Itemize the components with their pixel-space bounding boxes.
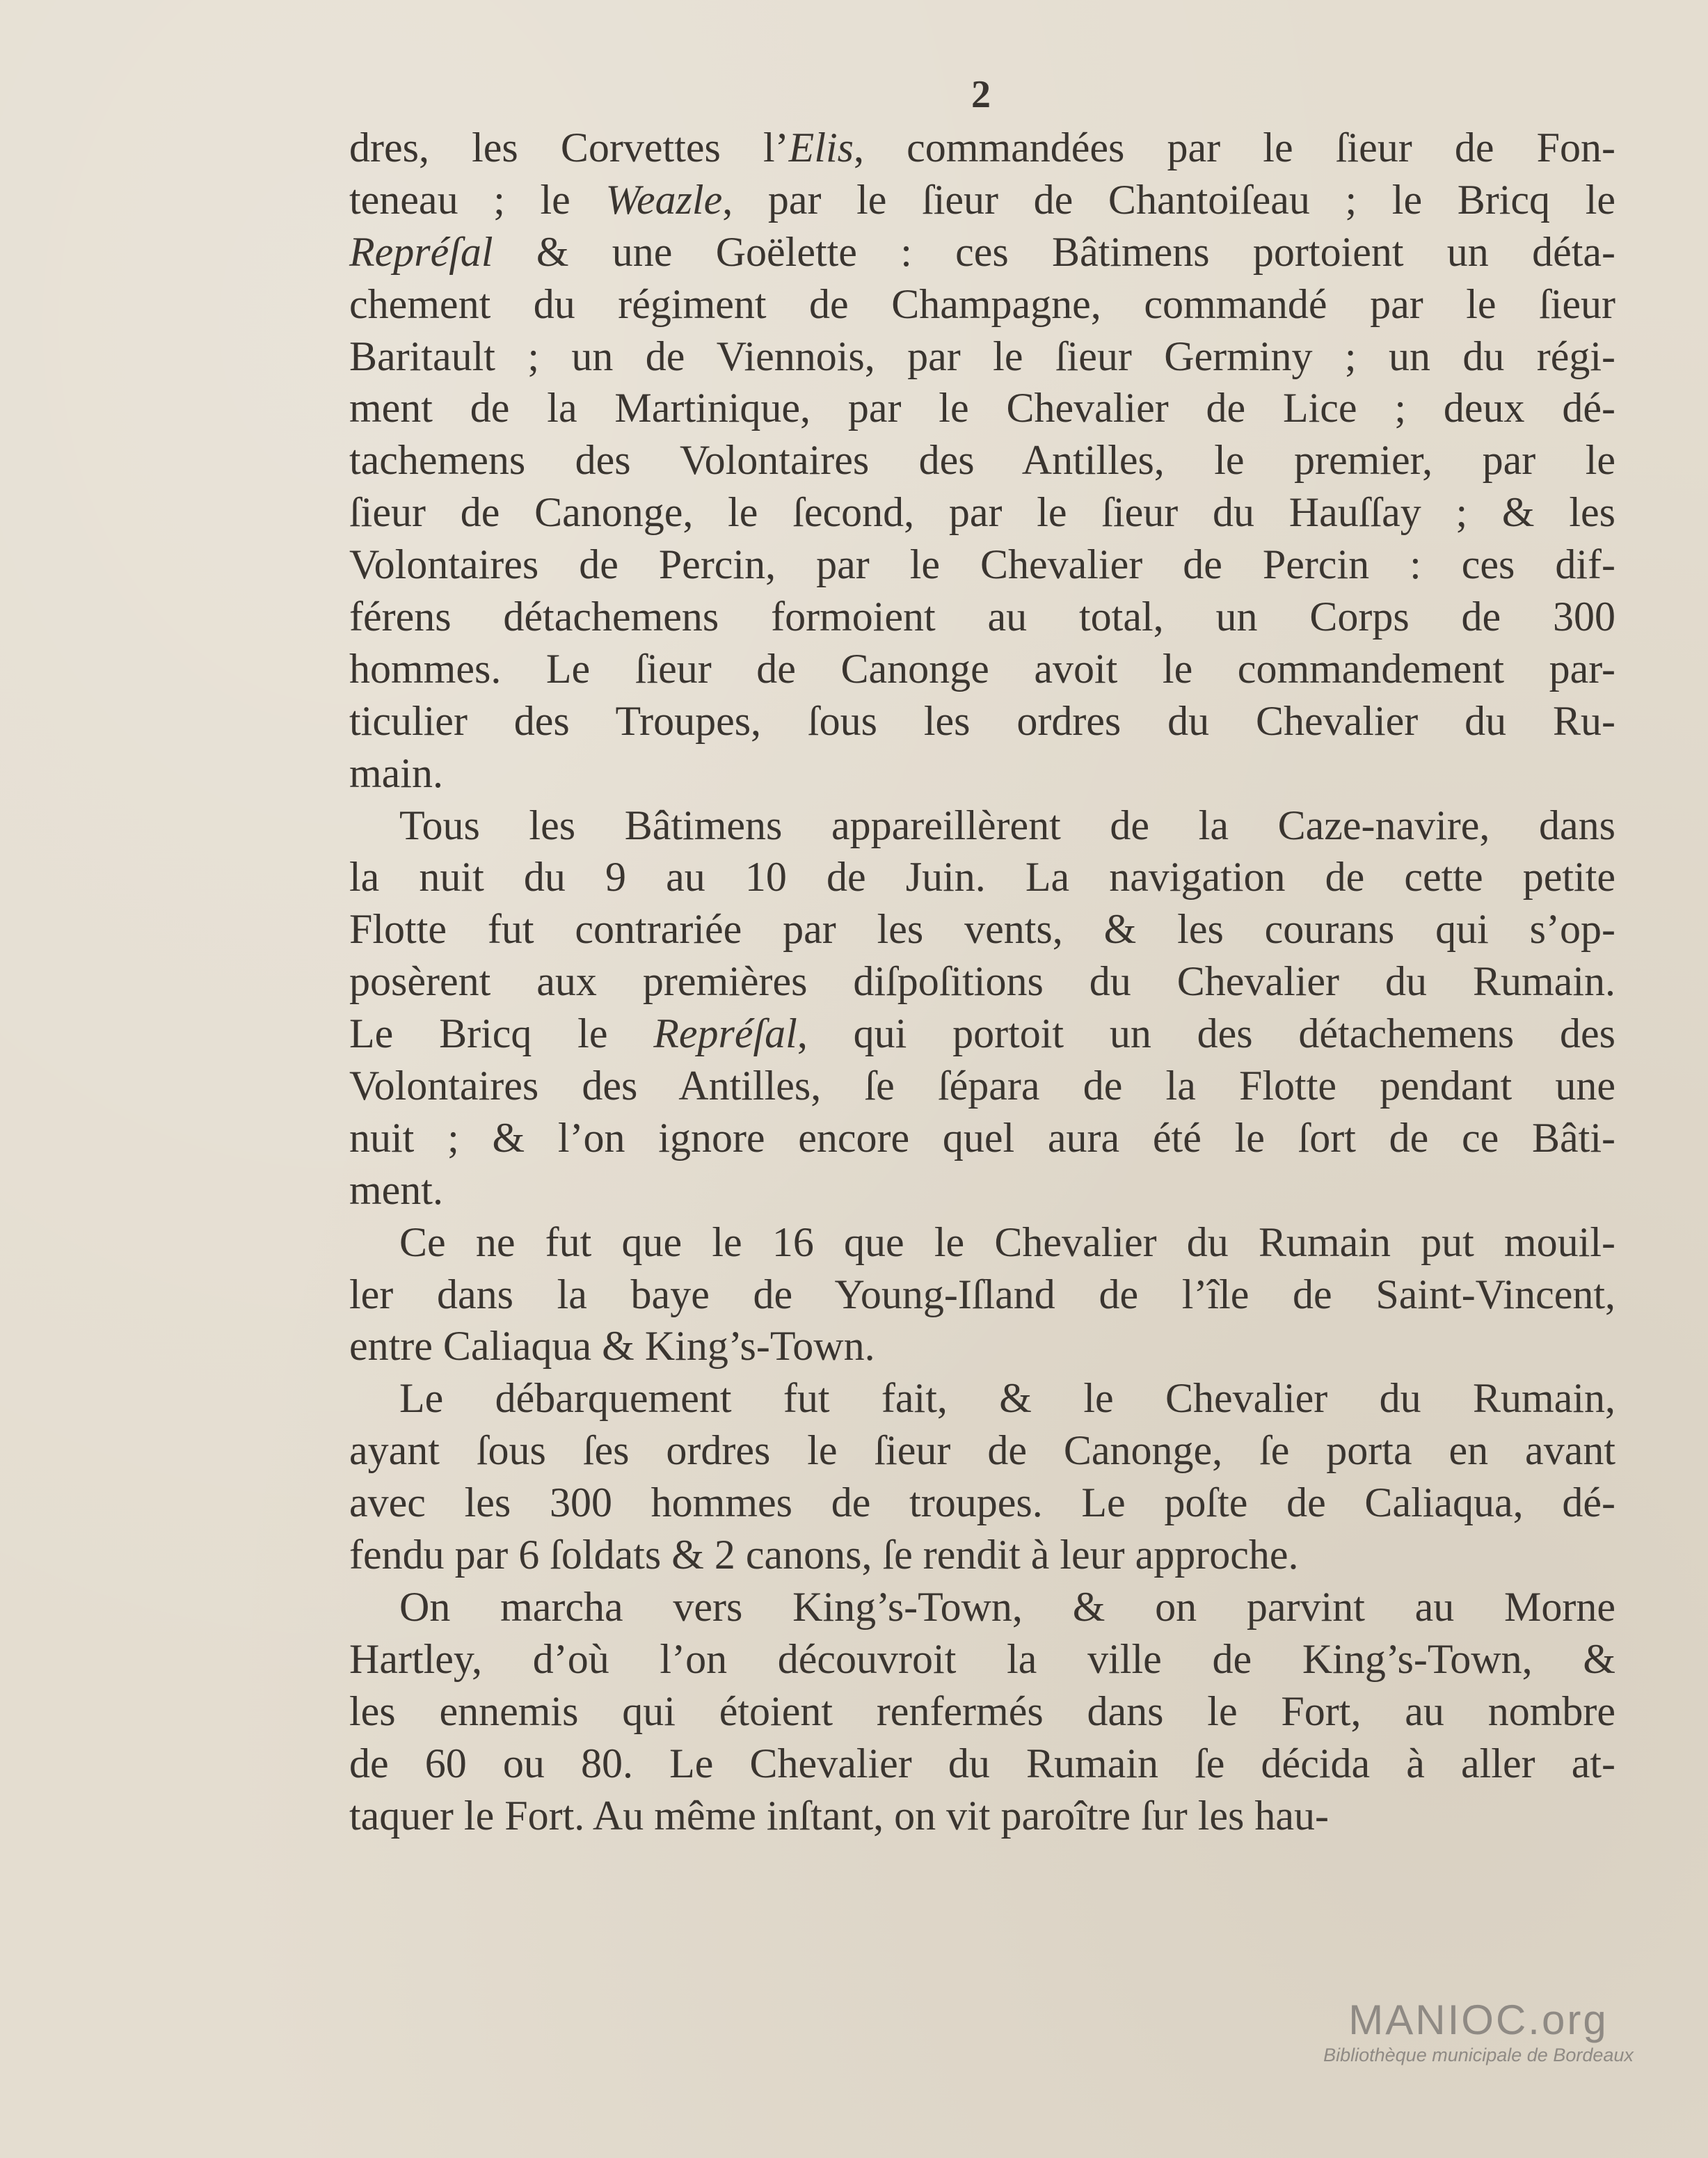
text-segment: avec les 300 hommes de troupes. Le poſte de Caliaqua, dé- — [349, 1479, 1615, 1526]
text-line — [349, 851, 1615, 903]
text-segment: Hartley, d’où l’on découvroit la ville de King’s-Town, & — [349, 1635, 1615, 1682]
text-line — [349, 486, 1615, 539]
text-line — [349, 382, 1615, 434]
paragraph — [349, 1581, 1615, 1841]
text-segment: teneau ; le — [349, 176, 606, 223]
text-line — [349, 591, 1615, 643]
paragraph — [349, 122, 1615, 800]
text-segment: , commandées par le ſieur de Fon- — [854, 125, 1615, 170]
paragraph — [349, 1372, 1615, 1581]
text-segment: Ce ne fut que le 16 que le Chevalier du Rumain put mouil- — [399, 1219, 1615, 1265]
page-number: 2 — [971, 73, 991, 116]
text-segment: Volontaires de Percin, par le Chevalier de Percin : ces dif- — [349, 541, 1615, 588]
text-line — [349, 695, 1615, 747]
text-line — [349, 1790, 1615, 1842]
text-segment: chement du régiment de Champagne, commandé par le ſieur — [349, 280, 1615, 327]
text-segment: On marcha vers King’s-Town, & on parvint au Morne — [399, 1583, 1615, 1630]
text-segment: dres, les Corvettes l’ — [349, 125, 789, 170]
text-line — [349, 955, 1615, 1008]
library-credit: Bibliothèque municipale de Bordeaux — [1323, 2045, 1634, 2065]
text-segment: ment de la Martinique, par le Chevalier de Lice ; deux dé- — [349, 385, 1615, 431]
text-segment: Le Bricq le — [349, 1010, 654, 1057]
text-segment: férens détachemens formoient au total, un Corps de 300 — [349, 594, 1615, 640]
text-line — [349, 747, 1615, 800]
text-segment: entre Caliaqua & King’s-Town. — [349, 1323, 875, 1370]
body-text — [349, 122, 1615, 1841]
text-segment: ſieur de Canonge, le ſecond, par le ſieur du Hauſſay ; & les — [349, 489, 1615, 536]
text-segment: , qui portoit un des détachemens des — [797, 1010, 1615, 1057]
text-segment: main. — [349, 749, 443, 796]
manioc-logo: MANIOC.org — [1348, 1997, 1609, 2043]
text-segment: tachemens des Volontaires des Antilles, le premier, par le — [349, 437, 1615, 484]
manioc-watermark — [1287, 1997, 1670, 2068]
text-line — [349, 278, 1615, 331]
text-segment: fendu par 6 ſoldats & 2 canons, ſe rendit à leur approche. — [349, 1532, 1299, 1578]
text-segment: ler dans la baye de Young-Iſland de l’île de Saint-Vincent, — [349, 1271, 1615, 1317]
text-segment: Tous les Bâtimens appareillèrent de la Caze-navire, dans — [399, 802, 1615, 848]
italic-ship-name: Weazle — [605, 176, 723, 223]
text-segment: Baritault ; un de Viennois, par le ſieur Germiny ; un du régi- — [349, 333, 1615, 379]
text-segment: ticulier des Troupes, ſous les ordres du Chevalier du Ru- — [349, 697, 1615, 744]
text-segment: taquer le Fort. Au même inſtant, on vit paroître ſur les hau- — [349, 1792, 1329, 1839]
text-line — [349, 1633, 1615, 1685]
text-segment: Le débarquement fut fait, & le Chevalier du Rumain, — [399, 1375, 1615, 1422]
text-line — [349, 122, 1615, 174]
text-segment: , par le ſieur de Chantoiſeau ; le Bricq le — [722, 176, 1615, 223]
text-line — [349, 434, 1615, 486]
italic-ship-name: Elis — [788, 125, 854, 170]
text-segment: hommes. Le ſieur de Canonge avoit le commandement par- — [349, 645, 1615, 692]
text-line — [349, 800, 1615, 852]
text-line — [349, 1477, 1615, 1529]
text-segment: de 60 ou 80. Le Chevalier du Rumain ſe décida à aller at- — [349, 1740, 1615, 1786]
text-segment: Flotte fut contrariée par les vents, & les courans qui s’op- — [349, 906, 1615, 953]
text-segment: & une Goëlette : ces Bâtimens portoient un déta- — [493, 228, 1615, 275]
text-line — [349, 1269, 1615, 1321]
text-line — [349, 643, 1615, 695]
text-line — [349, 1060, 1615, 1112]
text-line — [349, 331, 1615, 383]
paragraph — [349, 1216, 1615, 1373]
text-line — [349, 1425, 1615, 1477]
italic-ship-name: Repréſal — [653, 1010, 797, 1057]
text-line — [349, 226, 1615, 278]
text-line — [349, 174, 1615, 226]
paragraph — [349, 800, 1615, 1216]
text-line — [349, 539, 1615, 591]
text-segment: Volontaires des Antilles, ſe ſépara de la Flotte pendant une — [349, 1063, 1615, 1109]
text-line — [349, 1320, 1615, 1372]
text-segment: les ennemis qui étoient renfermés dans le Fort, au nombre — [349, 1688, 1615, 1734]
text-line — [349, 1112, 1615, 1164]
text-line — [349, 1581, 1615, 1633]
text-line — [349, 1529, 1615, 1581]
text-line — [349, 1685, 1615, 1738]
text-line — [349, 1008, 1615, 1060]
text-line — [349, 903, 1615, 955]
text-line — [349, 1216, 1615, 1269]
text-segment: posèrent aux premières diſpoſitions du Chevalier du Rumain. — [349, 958, 1615, 1005]
text-line — [349, 1738, 1615, 1790]
text-line — [349, 1372, 1615, 1425]
text-line — [349, 1164, 1615, 1216]
italic-ship-name: Repréſal — [349, 228, 493, 275]
text-segment: nuit ; & l’on ignore encore quel aura été le ſort de ce Bâti- — [349, 1114, 1615, 1161]
text-segment: ment. — [349, 1166, 443, 1213]
text-segment: ayant ſous ſes ordres le ſieur de Canonge, ſe porta en avant — [349, 1427, 1615, 1474]
text-segment: la nuit du 9 au 10 de Juin. La navigation de cette petite — [349, 854, 1615, 901]
